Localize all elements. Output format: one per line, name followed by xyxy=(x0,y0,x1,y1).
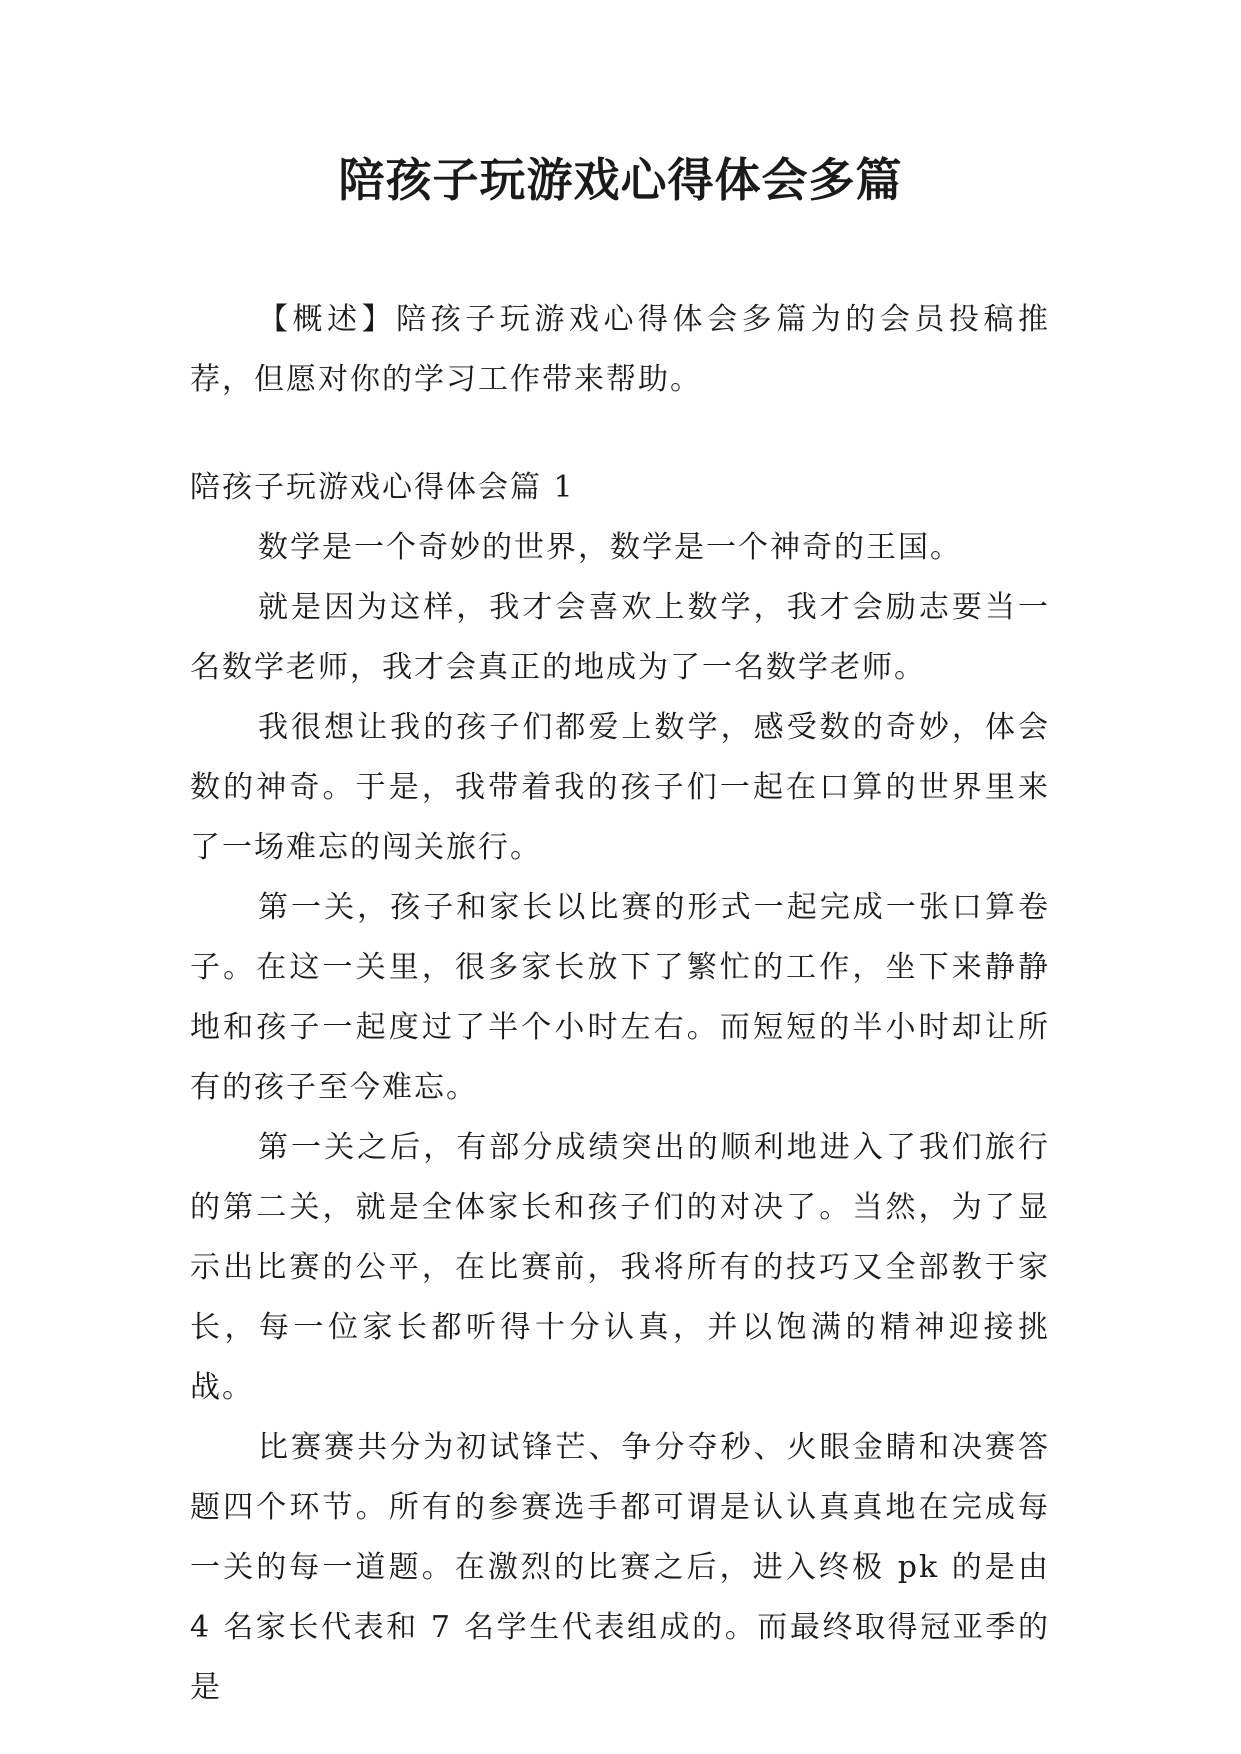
body-paragraph: 我很想让我的孩子们都爱上数学，感受数的奇妙，体会数的神奇。于是，我带着我的孩子们一起在口算的世界里来了一场难忘的闯关旅行。 xyxy=(190,710,1050,865)
section-heading: 陪孩子玩游戏心得体会篇 1 xyxy=(190,470,575,505)
body-paragraph: 比赛赛共分为初试锋芒、争分夺秒、火眼金睛和决赛答题四个环节。所有的参赛选手都可谓是认认真真地在完成每一关的每一道题。在激烈的比赛之后，进入终极 pk 的是由 4 名家长代表和 7 名学生代表组成的。而最终取得冠亚季的是 xyxy=(190,1430,1050,1705)
section-content xyxy=(190,518,1050,1718)
body-paragraph: 数学是一个奇妙的世界，数学是一个神奇的王国。 xyxy=(258,530,962,565)
summary-paragraph: 【概述】陪孩子玩游戏心得体会多篇为的会员投稿推荐，但愿对你的学习工作带来帮助。 xyxy=(190,302,1050,397)
document-title: 陪孩子玩游戏心得体会多篇 xyxy=(338,153,903,207)
body-paragraph: 第一关，孩子和家长以比赛的形式一起完成一张口算卷子。在这一关里，很多家长放下了繁忙的工作，坐下来静静地和孩子一起度过了半个小时左右。而短短的半小时却让所有的孩子至今难忘。 xyxy=(190,890,1050,1105)
body-paragraph: 第一关之后，有部分成绩突出的顺利地进入了我们旅行的第二关，就是全体家长和孩子们的对决了。当然，为了显示出比赛的公平，在比赛前，我将所有的技巧又全部教于家长，每一位家长都听得十分认真，并以饱满的精神迎接挑战。 xyxy=(190,1130,1050,1405)
body-paragraph: 就是因为这样，我才会喜欢上数学，我才会励志要当一名数学老师，我才会真正的地成为了一名数学老师。 xyxy=(190,590,1050,685)
